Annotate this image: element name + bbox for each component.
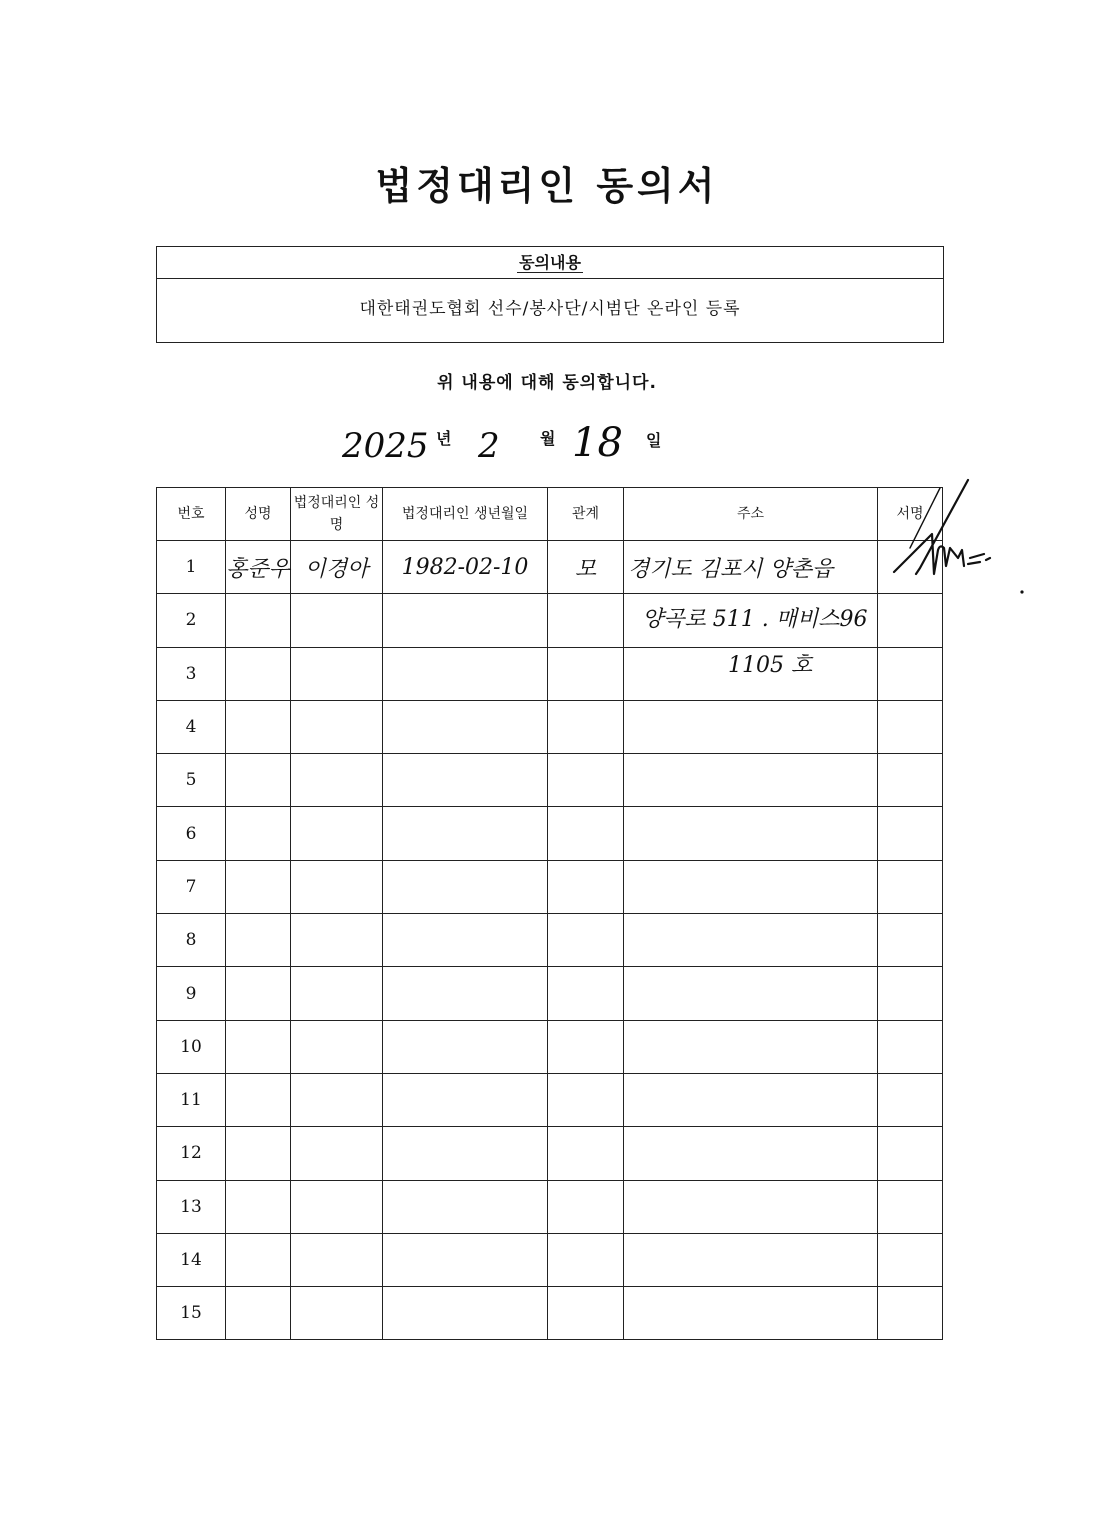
cell-number: 6: [157, 807, 226, 860]
cell-address: [624, 967, 878, 1020]
cell-number: 1: [157, 541, 226, 594]
cell-guardian-birth: [383, 967, 548, 1020]
cell-guardian-birth: [383, 700, 548, 753]
cell-number: 2: [157, 594, 226, 647]
header-signature: 서명: [878, 488, 943, 541]
cell-signature: [878, 914, 943, 967]
cell-name: [226, 754, 291, 807]
cell-guardian-birth: [383, 1020, 548, 1073]
header-guardian-name: 법정대리인 성명: [291, 488, 383, 541]
cell-number: 11: [157, 1073, 226, 1126]
consent-text: 대한태권도협회 선수/봉사단/시범단 온라인 등록: [359, 299, 741, 319]
header-guardian-birth: 법정대리인 생년월일: [383, 488, 548, 541]
cell-relation: [548, 807, 624, 860]
date-row: [0, 420, 1094, 470]
cell-guardian-name: [291, 647, 383, 700]
cell-signature: [878, 1287, 943, 1340]
cell-signature: [878, 967, 943, 1020]
cell-guardian-name: [291, 1287, 383, 1340]
cell-relation: 모: [548, 541, 624, 594]
table-row: [157, 1020, 943, 1073]
header-name: 성명: [226, 488, 291, 541]
table-row: [157, 594, 943, 647]
table-row: [157, 1180, 943, 1233]
document-title: 법정대리인 동의서: [375, 164, 719, 208]
cell-name: [226, 1073, 291, 1126]
cell-guardian-name: [291, 807, 383, 860]
cell-name: [226, 1020, 291, 1073]
cell-address: [624, 807, 878, 860]
cell-address: 양곡로 511 . 매비스96: [624, 594, 878, 647]
cell-signature: [878, 1180, 943, 1233]
cell-relation: [548, 1020, 624, 1073]
cell-guardian-name: [291, 860, 383, 913]
cell-relation: [548, 754, 624, 807]
cell-number: 9: [157, 967, 226, 1020]
date-year-label: 년: [436, 429, 452, 448]
table-row: [157, 541, 943, 594]
cell-guardian-name: [291, 594, 383, 647]
cell-relation: [548, 647, 624, 700]
cell-name: [226, 700, 291, 753]
date-year: 2025: [342, 426, 429, 466]
cell-address: [624, 860, 878, 913]
cell-number: 4: [157, 700, 226, 753]
cell-number: 8: [157, 914, 226, 967]
header-number: 번호: [157, 488, 226, 541]
cell-name: [226, 1180, 291, 1233]
header-address: 주소: [624, 488, 878, 541]
cell-number: 10: [157, 1020, 226, 1073]
date-day: 18: [572, 420, 623, 466]
cell-signature: [878, 1127, 943, 1180]
consent-header-label: 동의내용: [519, 253, 581, 272]
date-day-label: 일: [646, 431, 662, 450]
header-relation: 관계: [548, 488, 624, 541]
cell-signature: [878, 807, 943, 860]
cell-guardian-birth: [383, 754, 548, 807]
cell-relation: [548, 1180, 624, 1233]
cell-guardian-birth: [383, 914, 548, 967]
cell-guardian-birth: [383, 1127, 548, 1180]
cell-guardian-birth: [383, 594, 548, 647]
date-month-label: 월: [540, 429, 556, 448]
cell-relation: [548, 1127, 624, 1180]
guardian-signature: [880, 478, 1030, 598]
registration-table: [156, 487, 943, 1340]
agree-statement: 위 내용에 대해 동의합니다.: [437, 373, 657, 393]
cell-guardian-name: [291, 1127, 383, 1180]
cell-guardian-name: [291, 1180, 383, 1233]
cell-signature: [878, 647, 943, 700]
cell-guardian-name: [291, 1233, 383, 1286]
table-row: [157, 1127, 943, 1180]
table-row: [157, 754, 943, 807]
cell-name: 홍준우: [226, 541, 291, 594]
cell-guardian-name: [291, 914, 383, 967]
cell-name: [226, 1233, 291, 1286]
table-row: [157, 860, 943, 913]
table-row: [157, 1073, 943, 1126]
cell-address: [624, 700, 878, 753]
table-header-row: [157, 488, 943, 541]
cell-guardian-birth: [383, 860, 548, 913]
cell-relation: [548, 1233, 624, 1286]
cell-guardian-name: [291, 754, 383, 807]
cell-signature: [878, 1073, 943, 1126]
cell-signature: [878, 1020, 943, 1073]
cell-number: 12: [157, 1127, 226, 1180]
cell-name: [226, 1287, 291, 1340]
cell-guardian-name: 이경아: [291, 541, 383, 594]
cell-name: [226, 914, 291, 967]
cell-address: [624, 1233, 878, 1286]
cell-guardian-birth: [383, 807, 548, 860]
table-row: [157, 967, 943, 1020]
cell-name: [226, 860, 291, 913]
cell-address: [624, 1180, 878, 1233]
cell-guardian-birth: [383, 1180, 548, 1233]
cell-relation: [548, 594, 624, 647]
cell-relation: [548, 700, 624, 753]
cell-relation: [548, 1073, 624, 1126]
cell-signature: [878, 594, 943, 647]
cell-name: [226, 1127, 291, 1180]
cell-guardian-birth: [383, 1233, 548, 1286]
cell-address: 1105 호: [624, 647, 878, 700]
cell-guardian-birth: [383, 1073, 548, 1126]
cell-address: [624, 1020, 878, 1073]
cell-signature: [878, 860, 943, 913]
cell-number: 3: [157, 647, 226, 700]
cell-guardian-birth: [383, 1287, 548, 1340]
cell-guardian-name: [291, 967, 383, 1020]
cell-relation: [548, 914, 624, 967]
consent-header: [157, 247, 943, 279]
cell-number: 7: [157, 860, 226, 913]
cell-address: [624, 1073, 878, 1126]
table-row: [157, 700, 943, 753]
cell-address: 경기도 김포시 양촌읍: [624, 541, 878, 594]
cell-guardian-name: [291, 1020, 383, 1073]
cell-relation: [548, 860, 624, 913]
cell-guardian-name: [291, 700, 383, 753]
cell-name: [226, 807, 291, 860]
cell-address: [624, 914, 878, 967]
cell-guardian-name: [291, 1073, 383, 1126]
cell-name: [226, 594, 291, 647]
consent-box: [156, 246, 944, 343]
cell-number: 5: [157, 754, 226, 807]
cell-address: [624, 1127, 878, 1180]
cell-signature: [878, 1233, 943, 1286]
cell-number: 13: [157, 1180, 226, 1233]
table-row: [157, 1233, 943, 1286]
cell-name: [226, 647, 291, 700]
cell-relation: [548, 967, 624, 1020]
table-row: [157, 914, 943, 967]
date-month: 2: [478, 426, 500, 466]
cell-number: 14: [157, 1233, 226, 1286]
cell-signature: [878, 754, 943, 807]
cell-relation: [548, 1287, 624, 1340]
cell-name: [226, 967, 291, 1020]
cell-guardian-birth: [383, 647, 548, 700]
cell-guardian-birth: 1982-02-10: [383, 541, 548, 594]
cell-signature: [878, 700, 943, 753]
table-row: [157, 647, 943, 700]
table-row: [157, 807, 943, 860]
cell-address: [624, 754, 878, 807]
cell-number: 15: [157, 1287, 226, 1340]
table-row: [157, 1287, 943, 1340]
cell-address: [624, 1287, 878, 1340]
